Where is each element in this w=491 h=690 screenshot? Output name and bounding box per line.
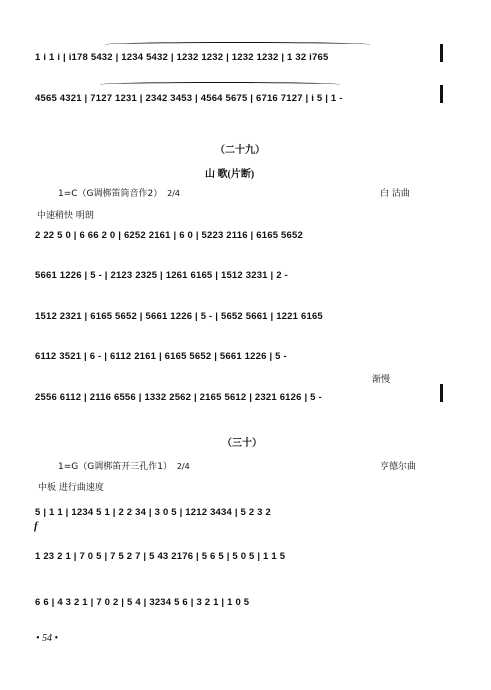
staff-line <box>35 551 443 573</box>
notation-text: 1512 2321 | 6165 5652 | 5661 1226 | 5 - | 5652 5661 | 1221 6165 <box>35 311 323 322</box>
notation-text: 4565 4321 | 7127 1231 | 2342 3453 | 4564 5675 | 6716 7127 | i 5 | 1 - <box>35 93 343 104</box>
staff-line <box>35 507 443 529</box>
staff-line <box>35 392 443 414</box>
piece-title: 山 歌(片断) <box>205 169 255 180</box>
composer: 亨德尔曲 <box>380 462 417 472</box>
staff-line <box>35 351 443 373</box>
piece-number: （二十九） <box>215 145 265 156</box>
staff-line <box>35 597 443 619</box>
notation-text: 1 i 1 i | i178 5432 | 1234 5432 | 1232 1232 | 1232 1232 | 1 32 i765 <box>35 52 329 63</box>
key-text: 1=G（G调梆笛开三孔作1） <box>58 462 172 472</box>
staff-line <box>35 311 443 333</box>
time-signature: 2/4 <box>167 189 181 198</box>
notation-text: 5661 1226 | 5 - | 2123 2325 | 1261 6165 | 1512 3231 | 2 - <box>35 270 288 281</box>
tempo-marking: 中板 进行曲速度 <box>38 483 104 493</box>
tempo-marking: 中速稍快 明朗 <box>37 211 94 221</box>
notation-text: 6 6 | 4 3 2 1 | 7 0 2 | 5 4 | 3234 5 6 | 3 2 1 | 1 0 5 <box>35 597 250 608</box>
notation-text: 1 23 2 1 | 7 0 5 | 7 5 2 7 | 5 43 2176 | 5 6 5 | 5 0 5 | 1 1 5 <box>35 551 286 562</box>
composer: 白 沽曲 <box>380 189 410 199</box>
phrase-arc <box>105 42 370 47</box>
page-number: • 54 • <box>36 633 59 644</box>
end-barline <box>440 44 443 62</box>
phrase-arc <box>100 82 340 87</box>
key-signature <box>58 186 180 199</box>
top-staff-line-2 <box>35 93 443 115</box>
end-barline <box>440 384 443 402</box>
notation-text: 6112 3521 | 6 - | 6112 2161 | 6165 5652 | 5661 1226 | 5 - <box>35 351 287 362</box>
staff-line <box>35 230 443 252</box>
top-staff-line-1 <box>35 52 443 74</box>
dynamic-marking: f <box>34 520 38 532</box>
notation-text: 2556 6112 | 2116 6556 | 1332 2562 | 2165 5612 | 2321 6126 | 5 - <box>35 392 322 403</box>
notation-text: 5 | 1 1 | 1234 5 1 | 2 2 34 | 3 0 5 | 1212 3434 | 5 2 3 2 <box>35 507 271 518</box>
staff-line <box>35 270 443 292</box>
end-barline <box>440 85 443 103</box>
key-text: 1=C（G调梆笛筒音作2） <box>58 189 163 199</box>
time-signature: 2/4 <box>176 462 190 471</box>
notation-text: 2 22 5 0 | 6 66 2 0 | 6252 2161 | 6 0 | 5223 2116 | 6165 5652 <box>35 230 303 241</box>
tempo-change-mark: 渐慢 <box>372 375 391 385</box>
piece-number: （三十） <box>222 438 262 449</box>
key-signature <box>58 459 190 472</box>
